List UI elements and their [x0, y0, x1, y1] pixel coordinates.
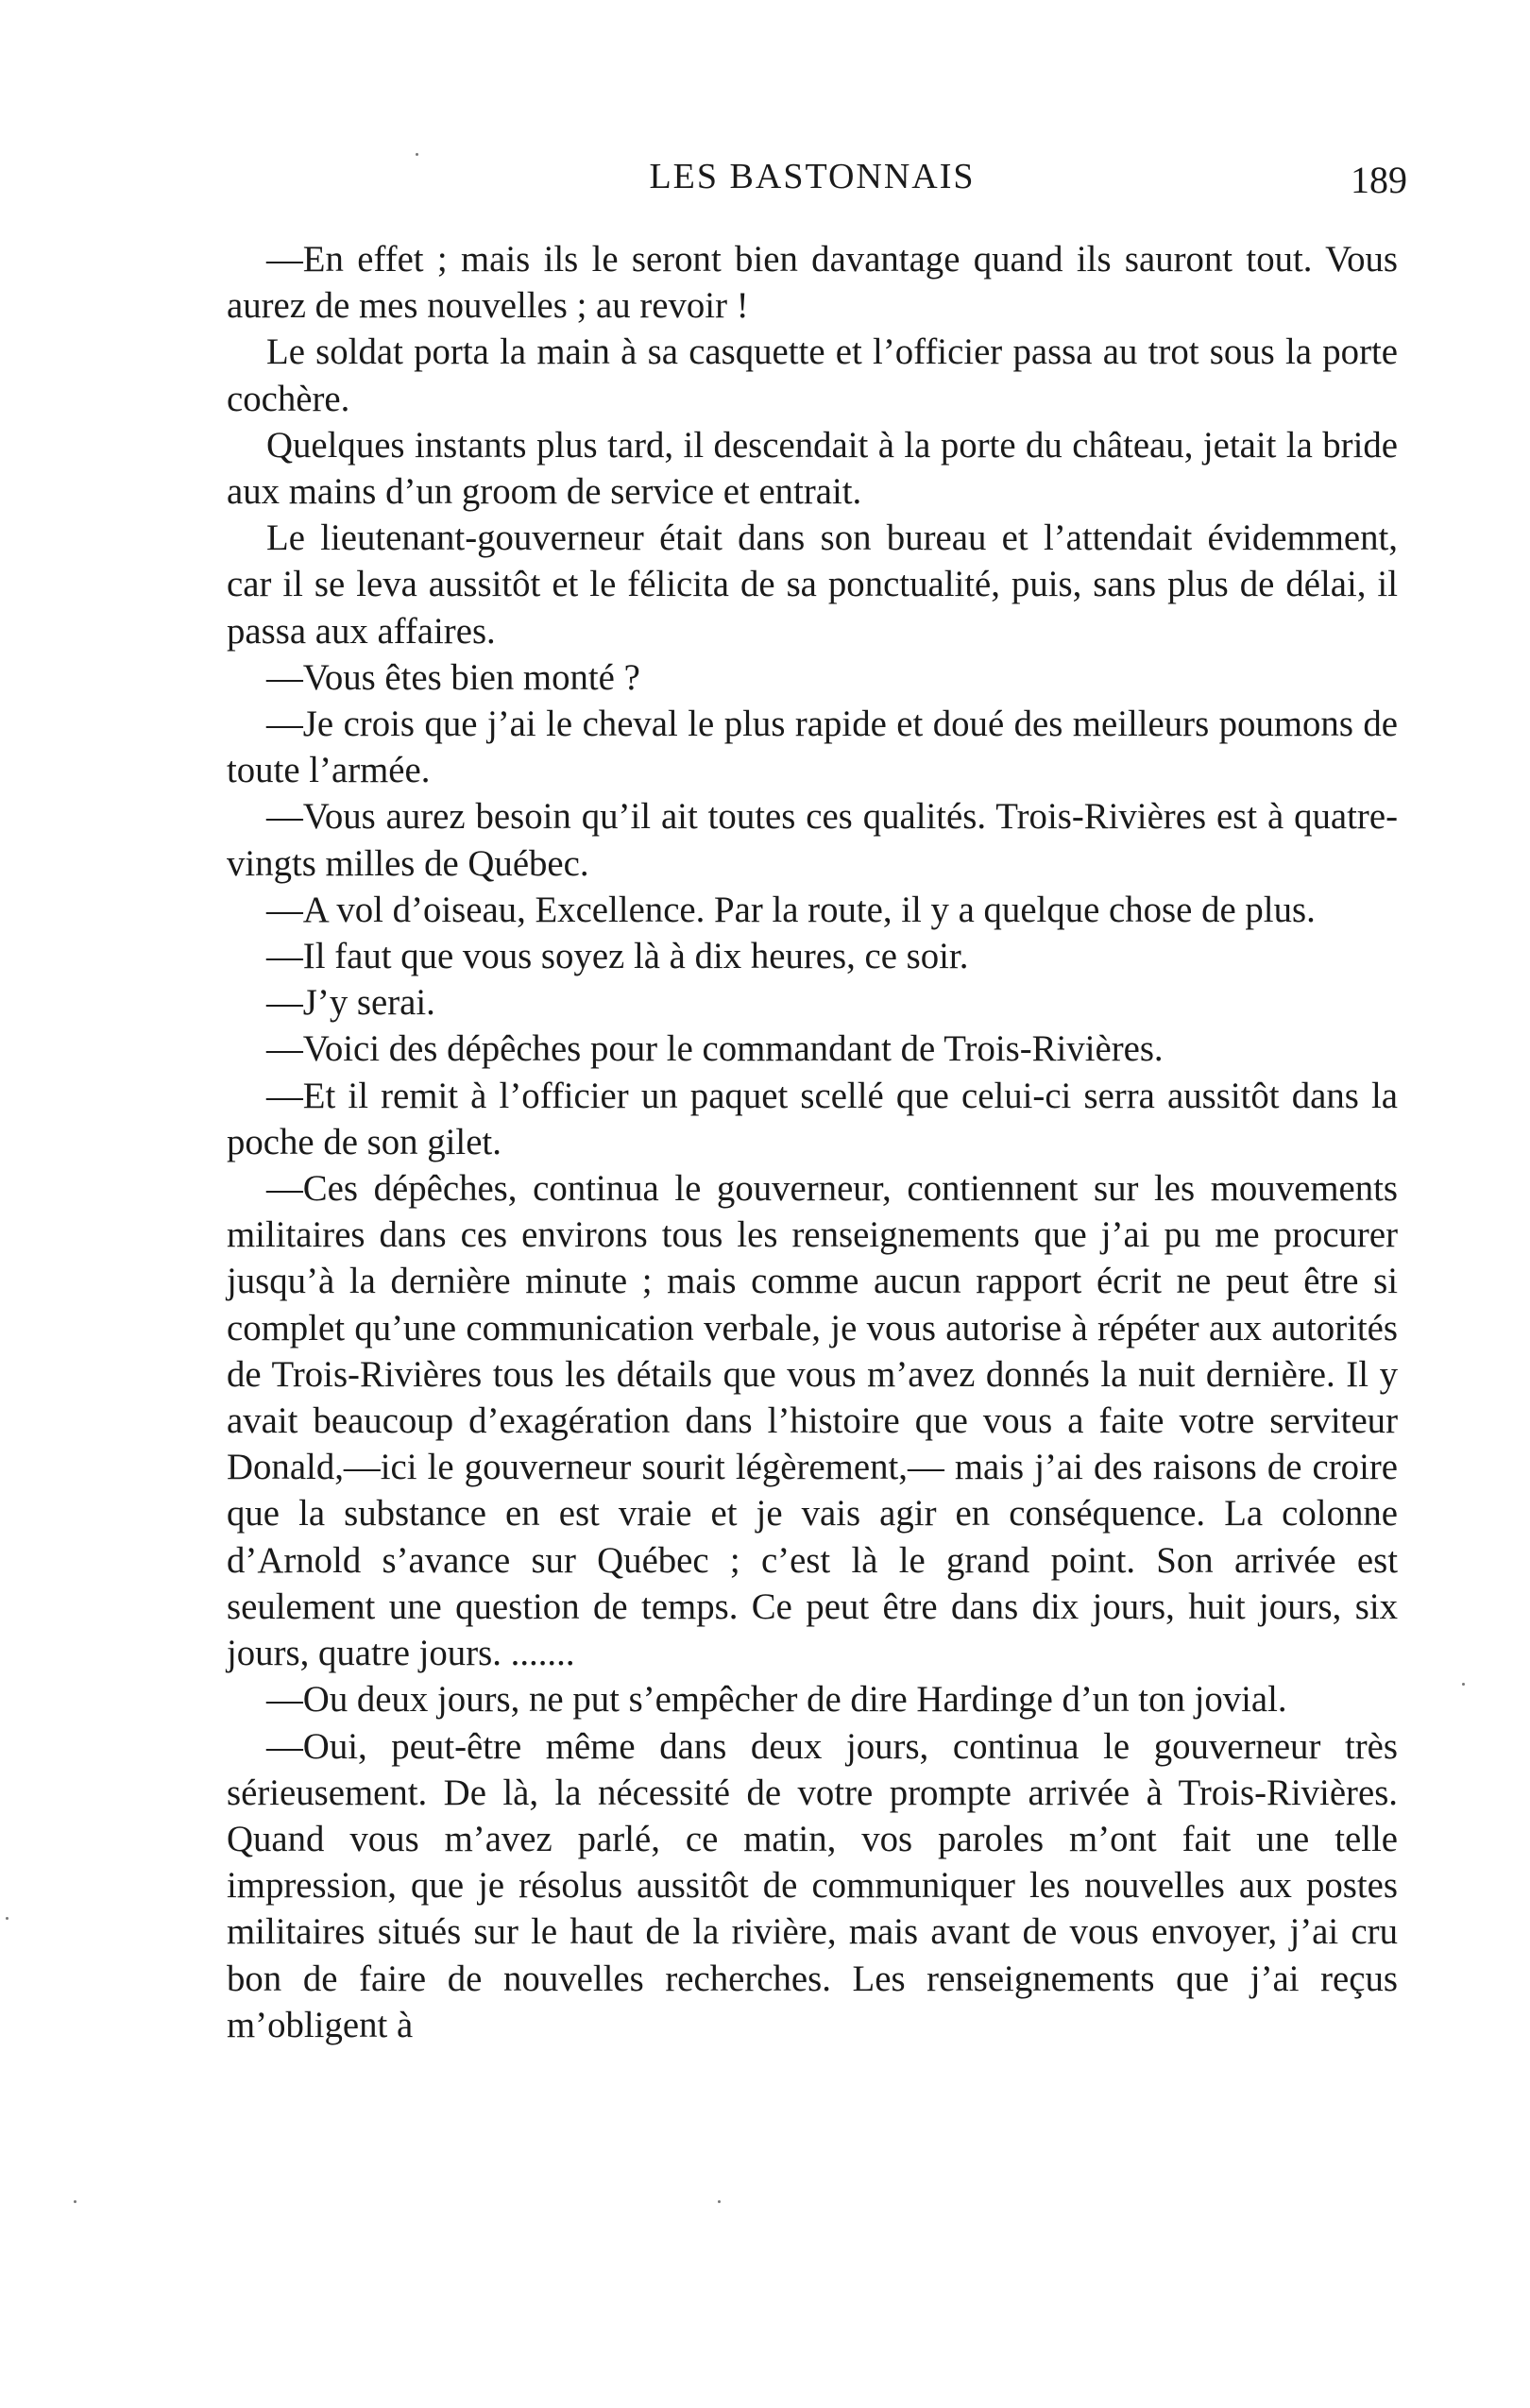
paragraph: —Il faut que vous soyez là à dix heures, ce soir. — [266, 936, 969, 977]
paragraph: —Je crois que j’ai le cheval le plus rapide et doué des meilleurs poumons de toute l’armée. — [227, 704, 1398, 791]
paragraph: —Vous aurez besoin qu’il ait toutes ces qualités. Trois-Rivières est à quatre-vingts milles de Québec. — [227, 796, 1398, 884]
paragraph: —J’y serai. — [266, 982, 435, 1024]
paragraph: —Ou deux jours, ne put s’empêcher de dire Hardinge d’un ton jovial. — [266, 1679, 1287, 1721]
scan-speck — [1462, 1683, 1465, 1686]
scan-speck — [6, 1917, 8, 1920]
scan-speck — [718, 2200, 721, 2203]
scan-speck — [74, 2200, 76, 2203]
paragraph: —Oui, peut-être même dans deux jours, continua le gouverneur très sérieusement. De là, la nécessité de votre prompte arrivée à Trois-Rivières. Quand vous m’avez parlé, ce matin, vos paroles m’ont fait une telle impression, que je résolus aussitôt de communiquer les nouvelles aux postes militaires situés sur le haut de la rivière, mais avant de vous envoyer, j’ai cru bon de faire de nouvelles recherches. Les renseignements que j’ai reçus m’obligent à — [227, 1725, 1398, 2045]
paragraph: Quelques instants plus tard, il descendait à la porte du château, jetait la bride aux mains d’un groom de service et entrait. — [227, 424, 1398, 513]
paragraph: —A vol d’oiseau, Excellence. Par la route, il y a quelque chose de plus. — [266, 889, 1316, 930]
paragraph: Le soldat porta la main à sa casquette et l’officier passa au trot sous la porte cochère. — [227, 331, 1398, 419]
page-header — [217, 156, 1407, 212]
scan-speck — [416, 153, 418, 156]
running-title: LES BASTONNAIS — [649, 157, 976, 196]
paragraph: —En effet ; mais ils le seront bien davantage quand ils sauront tout. Vous aurez de mes nouvelles ; au revoir ! — [227, 239, 1398, 327]
paragraph: —Voici des dépêches pour le commandant de Trois-Rivières. — [266, 1028, 1164, 1070]
paragraph: —Ces dépêches, continua le gouverneur, contiennent sur les mouvements militaires dans ces environs tous les renseignements que j’ai pu me procurer jusqu’à la dernière minute ; mais comme aucun rapport écrit ne peut être si complet qu’une communication verbale, je vous autorise à répéter aux autorités de Trois-Rivières tous les détails que vous m’avez donnés la nuit dernière. Il y avait beaucoup d’exagération dans l’histoire que vous a faite votre serviteur Donald,—ici le gouverneur sourit légèrement,— mais j’ai des raisons de croire que la substance en est vraie et je vais agir en conséquence. La colonne d’Arnold s’avance sur Québec ; c’est là le grand point. Son arrivée est seulement une question de temps. Ce peut être dans dix jours, huit jours, six jours, quatre jours. ....... — [227, 1168, 1398, 1674]
paragraph: —Et il remit à l’officier un paquet scellé que celui-ci serra aussitôt dans la poche de son gilet. — [227, 1075, 1398, 1162]
paragraph: —Vous êtes bien monté ? — [266, 656, 640, 698]
paragraph: Le lieutenant-gouverneur était dans son bureau et l’attendait évidemment, car il se leva aussitôt et le félicita de sa ponctualité, puis, sans plus de délai, il passa aux affaires. — [227, 517, 1398, 652]
page-number: 189 — [1351, 159, 1407, 201]
body-text — [227, 236, 1398, 2134]
